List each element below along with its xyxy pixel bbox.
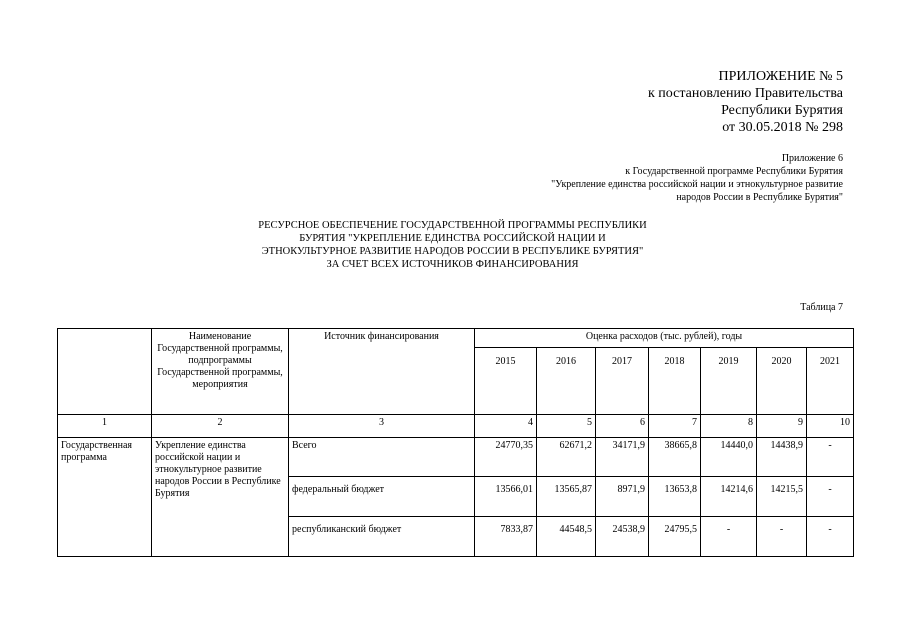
header-estimate: Оценка расходов (тыс. рублей), годы [475,329,854,348]
subheader-line: к Государственной программе Республики Бурятия [625,166,843,177]
column-number: 7 [649,415,701,438]
source-cell: Всего [289,438,475,477]
header-source: Источник финансирования [289,329,475,415]
value-cell: 14438,9 [757,438,807,477]
column-number: 3 [289,415,475,438]
value-cell: 13566,01 [475,477,537,517]
value-cell: - [807,517,854,557]
program-name-cell: Укрепление единства российской нации и этнокультурное развитие народов России в Республике Бурятия [152,438,289,557]
column-number: 6 [596,415,649,438]
document-title [180,219,725,271]
value-cell: 44548,5 [537,517,596,557]
value-cell: 38665,8 [649,438,701,477]
title-line: ЗА СЧЕТ ВСЕХ ИСТОЧНИКОВ ФИНАНСИРОВАНИЯ [326,259,579,270]
title-line: РЕСУРСНОЕ ОБЕСПЕЧЕНИЕ ГОСУДАРСТВЕННОЙ ПРОГРАММЫ РЕСПУБЛИКИ [258,220,647,231]
column-number: 4 [475,415,537,438]
status-cell: Государственная программа [58,438,152,557]
value-cell: 62671,2 [537,438,596,477]
appendix-title: ПРИЛОЖЕНИЕ № 5 [718,69,843,84]
header-name: Наименование Государственной программы, подпрограммы Государственной программы, мероприятия [152,329,289,415]
header-status-cell [58,329,152,415]
value-cell: 7833,87 [475,517,537,557]
source-cell: федеральный бюджет [289,477,475,517]
value-cell: 8971,9 [596,477,649,517]
year-header: 2016 [537,348,596,415]
value-cell: - [807,438,854,477]
value-cell: 14215,5 [757,477,807,517]
source-cell: республиканский бюджет [289,517,475,557]
year-header: 2020 [757,348,807,415]
title-line: БУРЯТИЯ "УКРЕПЛЕНИЕ ЕДИНСТВА РОССИЙСКОЙ НАЦИИ И [299,233,606,244]
value-cell: 13653,8 [649,477,701,517]
table-label: Таблица 7 [800,302,843,313]
value-cell: 24770,35 [475,438,537,477]
value-cell: 13565,87 [537,477,596,517]
appendix-date: от 30.05.2018 № 298 [722,120,843,135]
value-cell: 24538,9 [596,517,649,557]
table-row [58,438,854,477]
appendix-ref: к постановлению Правительства [647,86,843,101]
appendix-region: Республики Бурятия [721,103,843,118]
year-header: 2015 [475,348,537,415]
appendix-header [523,68,843,136]
value-cell: 14440,0 [701,438,757,477]
value-cell: - [757,517,807,557]
column-number: 1 [58,415,152,438]
subheader-line: "Укрепление единства российской нации и этнокультурное развитие [551,179,843,190]
year-header: 2017 [596,348,649,415]
column-number: 9 [757,415,807,438]
value-cell: 14214,6 [701,477,757,517]
column-number: 5 [537,415,596,438]
title-line: ЭТНОКУЛЬТУРНОЕ РАЗВИТИЕ НАРОДОВ РОССИИ В РЕСПУБЛИКЕ БУРЯТИЯ" [261,246,644,257]
column-number: 10 [807,415,854,438]
value-cell: - [701,517,757,557]
resources-table [57,328,854,557]
column-number: 8 [701,415,757,438]
year-header: 2021 [807,348,854,415]
subheader-line: Приложение 6 [781,153,843,164]
value-cell: 34171,9 [596,438,649,477]
appendix-subheader [423,152,843,204]
year-header: 2019 [701,348,757,415]
year-header: 2018 [649,348,701,415]
value-cell: - [807,477,854,517]
value-cell: 24795,5 [649,517,701,557]
column-number: 2 [152,415,289,438]
subheader-line: народов России в Республике Бурятия" [676,192,843,203]
